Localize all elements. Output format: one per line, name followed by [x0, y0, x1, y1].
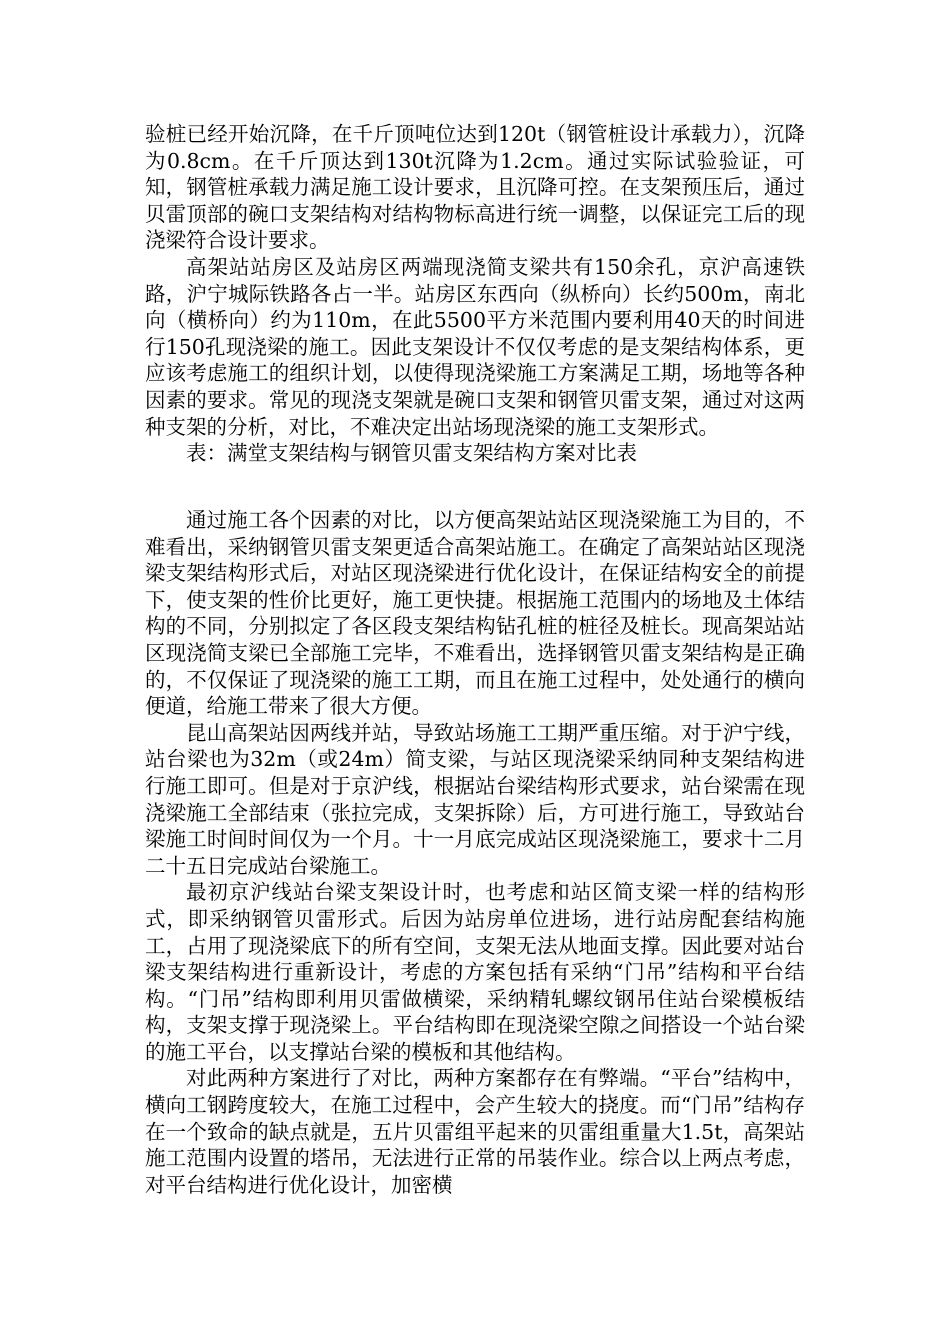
- paragraph-scheme-comparison: 对此两种方案进行了对比，两种方案都存在有弊端。“平台”结构中，横向工钢跨度较大，在施工过程中，会产生较大的挠度。而“门吊”结构存在一个致命的缺点就是，五片贝雷组平起来的贝雷组重量大1.5t，高架站施工范围内设置的塔吊，无法进行正常的吊装作业。综合以上两点考虑，对平台结构进行优化设计，加密横: [145, 1066, 805, 1197]
- paragraph-station-overview: 高架站站房区及站房区两端现浇简支梁共有150余孔，京沪高速铁路，沪宁城际铁路各占一半。站房区东西向（纵桥向）长约500m，南北向（横桥向）约为110m，在此5500平方米范围内要利用40天的时间进行150孔现浇梁的施工。因此支架设计不仅仅考虑的是支架结构体系，更应该考虑施工的组织计划，以使得现浇梁施工方案满足工期，场地等各种因素的要求。常见的现浇支架就是碗口支架和钢管贝雷支架，通过对这两种支架的分析，对比，不难决定出站场现浇梁的施工支架形式。: [145, 254, 805, 439]
- paragraph-kunshan-station: 昆山高架站因两线并站，导致站场施工工期严重压缩。对于沪宁线，站台梁也为32m（或24m）简支梁，与站区现浇梁采纳同种支架结构进行施工即可。但是对于京沪线，根据站台梁结构形式要求，站台梁需在现浇梁施工全部结束（张拉完成，支架拆除）后，方可进行施工，导致站台梁施工时间时间仅为一个月。十一月底完成站区现浇梁施工，要求十二月二十五日完成站台梁施工。: [145, 720, 805, 878]
- paragraph-pile-settlement: 验桩已经开始沉降，在千斤顶吨位达到120t（钢管桩设计承载力），沉降为0.8cm。在千斤顶达到130t沉降为1.2cm。通过实际试验验证，可知，钢管桩承载力满足施工设计要求，且沉降可控。在支架预压后，通过贝雷顶部的碗口支架结构对结构物标高进行统一调整，以保证完工后的现浇梁符合设计要求。: [145, 122, 805, 253]
- upper-text-block: [145, 121, 805, 467]
- table-caption: 表：满堂支架结构与钢管贝雷支架结构方案对比表: [186, 441, 637, 466]
- paragraph-support-choice: 通过施工各个因素的对比，以方便高架站站区现浇梁施工为目的，不难看出，采纳钢管贝雷支架更适合高架站施工。在确定了高架站站区现浇梁支架结构形式后，对站区现浇梁进行优化设计，在保证结构安全的前提下，使支架的性价比更好，施工更快捷。根据施工范围内的场地及土体结构的不同，分别拟定了各区段支架结构钻孔桩的桩径及桩长。现高架站站区现浇简支梁已全部施工完毕，不难看出，选择钢管贝雷支架结构是正确的，不仅保证了现浇梁的施工工期，而且在施工过程中，处处通行的横向便道，给施工带来了很大方便。: [145, 508, 805, 719]
- lower-text-block: [145, 507, 805, 1198]
- paragraph-platform-beam-design: 最初京沪线站台梁支架设计时，也考虑和站区简支梁一样的结构形式，即采纳钢管贝雷形式。后因为站房单位进场，进行站房配套结构施工，占用了现浇梁底下的所有空间，支架无法从地面支撑。因此要对站台梁支架结构进行重新设计，考虑的方案包括有采纳“门吊”结构和平台结构。“门吊”结构即利用贝雷做横梁，采纳精轧螺纹钢吊住站台梁模板结构，支架支撑于现浇梁上。平台结构即在现浇梁空隙之间搭设一个站台梁的施工平台，以支撑站台梁的模板和其他结构。: [145, 880, 805, 1064]
